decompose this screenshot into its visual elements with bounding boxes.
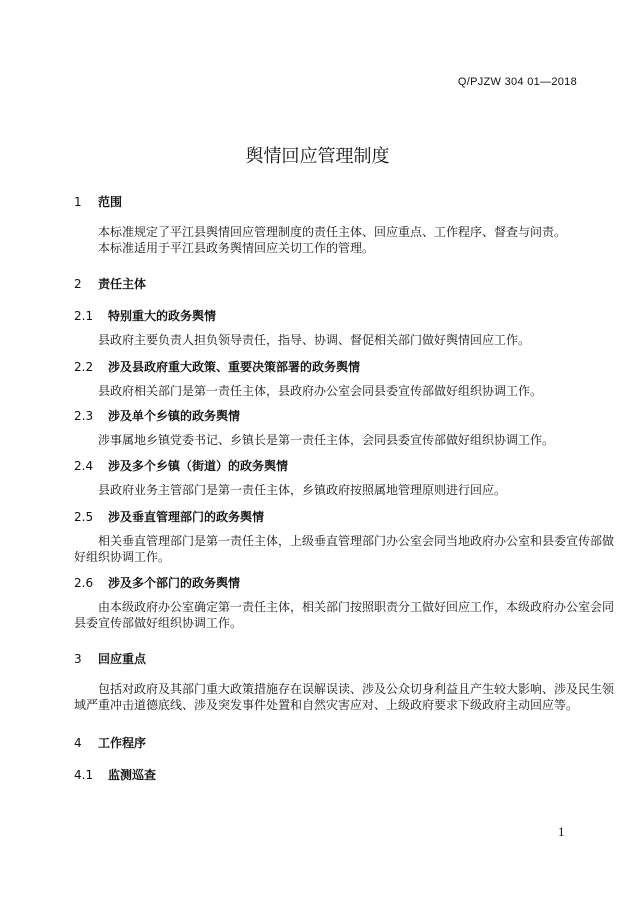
text-line: 县政府相关部门是第一责任主体，县政府办公室会同县委宣传部做好组织协调工作。 <box>98 384 543 398</box>
heading-number: 2.4 <box>74 459 94 473</box>
text-line: 县政府主要负责人担负领导责任，指导、协调、督促相关部门做好舆情回应工作。 <box>98 333 531 347</box>
heading-text: 涉及多个部门的政务舆情 <box>108 576 241 590</box>
text-line: 包括对政府及其部门重大政策措施存在误解误读、涉及公众切身利益且产生较大影响、涉及民生领 <box>98 682 615 696</box>
heading-text: 责任主体 <box>98 277 147 291</box>
heading-number: 4.1 <box>74 768 94 782</box>
text-line: 好组织协调工作。 <box>74 550 171 564</box>
paragraph-2-4 <box>74 482 576 498</box>
paragraph-2-6 <box>74 599 615 631</box>
heading-2 <box>74 275 146 292</box>
heading-2-1 <box>74 307 216 324</box>
heading-2-4 <box>74 457 288 474</box>
text-line: 本标准适用于平江县政务舆情回应关切工作的管理。 <box>98 241 375 255</box>
heading-number: 4 <box>74 736 82 750</box>
heading-number: 2.1 <box>74 309 94 323</box>
paragraph-1 <box>74 224 576 256</box>
heading-text: 回应重点 <box>98 652 147 666</box>
heading-4-1 <box>74 766 156 783</box>
paragraph-3 <box>74 681 615 713</box>
text-line: 涉事属地乡镇党委书记、乡镇长是第一责任主体，会同县委宣传部做好组织协调工作。 <box>98 433 555 447</box>
heading-text: 范围 <box>98 195 123 209</box>
text-line: 县委宣传部做好组织协调工作。 <box>74 616 243 630</box>
heading-4 <box>74 734 146 751</box>
heading-number: 2.6 <box>74 576 94 590</box>
heading-number: 1 <box>74 195 82 209</box>
text-line: 相关垂直管理部门是第一责任主体，上级垂直管理部门办公室会同当地政府办公室和县委宣传部做 <box>98 534 615 548</box>
text-line: 域严重冲击道德底线、涉及突发事件处置和自然灾害应对、上级政府要求下级政府主动回应等。 <box>74 698 579 712</box>
heading-number: 2.2 <box>74 360 94 374</box>
paragraph-2-2 <box>74 383 576 399</box>
heading-number: 3 <box>74 652 82 666</box>
heading-text: 特别重大的政务舆情 <box>108 309 217 323</box>
heading-number: 2.5 <box>74 510 94 524</box>
heading-text: 涉及单个乡镇的政务舆情 <box>108 409 241 423</box>
heading-2-2 <box>74 358 360 375</box>
heading-text: 涉及垂直管理部门的政务舆情 <box>108 510 265 524</box>
document-code: Q/PJZW 304 01—2018 <box>457 76 577 88</box>
text-line: 县政府业务主管部门是第一责任主体，乡镇政府按照属地管理原则进行回应。 <box>98 483 507 497</box>
page-number: 1 <box>558 824 565 839</box>
heading-text: 监测巡查 <box>108 768 157 782</box>
text-line: 由本级政府办公室确定第一责任主体，相关部门按照职责分工做好回应工作，本级政府办公室会同 <box>98 600 615 614</box>
paragraph-2-1 <box>74 332 576 348</box>
heading-2-3 <box>74 407 240 424</box>
heading-2-5 <box>74 508 264 525</box>
heading-text: 涉及多个乡镇（街道）的政务舆情 <box>108 459 289 473</box>
text-line: 本标准规定了平江县舆情回应管理制度的责任主体、回应重点、工作程序、督查与问责。 <box>98 225 567 239</box>
paragraph-2-5 <box>74 533 615 565</box>
heading-2-6 <box>74 574 240 591</box>
paragraph-2-3 <box>74 432 576 448</box>
heading-number: 2 <box>74 277 82 291</box>
heading-text: 涉及县政府重大政策、重要决策部署的政务舆情 <box>108 360 361 374</box>
document-title: 舆情回应管理制度 <box>245 146 390 167</box>
heading-1 <box>74 193 122 210</box>
heading-text: 工作程序 <box>98 736 147 750</box>
heading-number: 2.3 <box>74 409 94 423</box>
heading-3 <box>74 650 146 667</box>
